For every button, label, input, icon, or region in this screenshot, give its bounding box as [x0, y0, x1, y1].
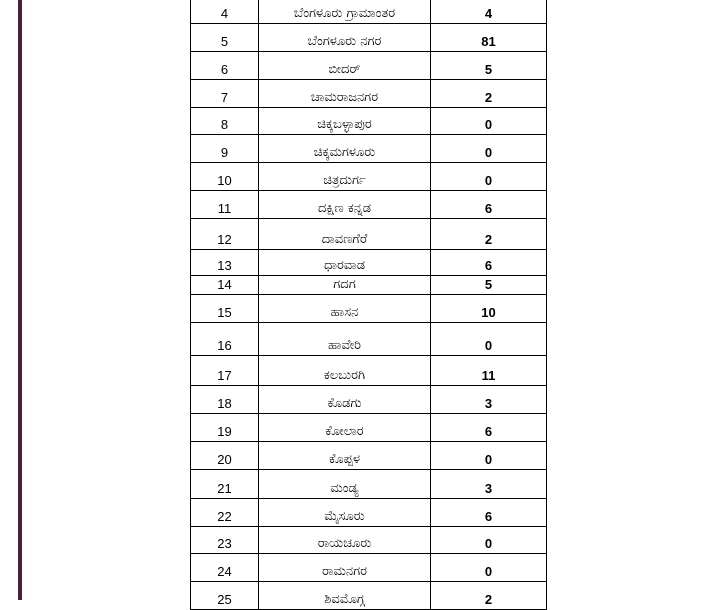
district-count: 3	[431, 386, 547, 414]
district-count: 0	[431, 135, 547, 163]
row-number: 12	[191, 219, 259, 250]
row-number: 22	[191, 499, 259, 527]
table-row	[191, 470, 547, 499]
row-number: 10	[191, 163, 259, 191]
table-row	[191, 24, 547, 52]
row-number: 23	[191, 527, 259, 554]
district-count: 0	[431, 108, 547, 135]
table-row	[191, 250, 547, 276]
row-number: 17	[191, 356, 259, 386]
district-count: 0	[431, 442, 547, 470]
district-name: ರಾಮನಗರ	[259, 554, 431, 582]
table-row	[191, 414, 547, 442]
district-count-table	[190, 0, 547, 610]
district-count: 5	[431, 276, 547, 295]
district-count: 11	[431, 356, 547, 386]
district-name: ಬೆಂಗಳೂರು ಗ್ರಾಮಾಂತರ	[259, 0, 431, 24]
district-name: ಕೊಪ್ಪಳ	[259, 442, 431, 470]
row-number: 6	[191, 52, 259, 80]
row-number: 16	[191, 323, 259, 356]
district-count: 6	[431, 191, 547, 219]
row-number: 18	[191, 386, 259, 414]
table-row	[191, 52, 547, 80]
table-row	[191, 80, 547, 108]
district-count: 0	[431, 323, 547, 356]
row-number: 25	[191, 582, 259, 610]
district-name: ಧಾರವಾಡ	[259, 250, 431, 276]
district-count: 6	[431, 414, 547, 442]
table-row	[191, 295, 547, 323]
table-row	[191, 499, 547, 527]
district-name: ಚಿಕ್ಕಮಗಳೂರು	[259, 135, 431, 163]
row-number: 11	[191, 191, 259, 219]
district-count: 0	[431, 527, 547, 554]
district-name: ಬೀದರ್	[259, 52, 431, 80]
district-count: 10	[431, 295, 547, 323]
district-count: 2	[431, 582, 547, 610]
row-number: 14	[191, 276, 259, 295]
table-row	[191, 219, 547, 250]
district-name: ರಾಯಚೂರು	[259, 527, 431, 554]
table-row	[191, 108, 547, 135]
row-number: 7	[191, 80, 259, 108]
row-number: 13	[191, 250, 259, 276]
row-number: 20	[191, 442, 259, 470]
row-number: 21	[191, 470, 259, 499]
table-row	[191, 0, 547, 24]
table-row	[191, 527, 547, 554]
row-number: 9	[191, 135, 259, 163]
table-row	[191, 163, 547, 191]
district-count: 81	[431, 24, 547, 52]
row-number: 15	[191, 295, 259, 323]
table-row	[191, 442, 547, 470]
district-name: ಹಾಸನ	[259, 295, 431, 323]
district-name: ಕೋಲಾರ	[259, 414, 431, 442]
district-name: ಮಂಡ್ಯ	[259, 470, 431, 499]
district-name: ಚಿಕ್ಕಬಳ್ಳಾಪುರ	[259, 108, 431, 135]
district-name: ಚಾಮರಾಜನಗರ	[259, 80, 431, 108]
row-number: 5	[191, 24, 259, 52]
row-number: 24	[191, 554, 259, 582]
table-row	[191, 356, 547, 386]
district-count: 0	[431, 554, 547, 582]
district-name: ಹಾವೇರಿ	[259, 323, 431, 356]
row-number: 8	[191, 108, 259, 135]
district-name: ಕಲಬುರಗಿ	[259, 356, 431, 386]
district-count: 6	[431, 250, 547, 276]
table-row	[191, 554, 547, 582]
district-name: ಮೈಸೂರು	[259, 499, 431, 527]
row-number: 19	[191, 414, 259, 442]
district-count: 6	[431, 499, 547, 527]
row-number: 4	[191, 0, 259, 24]
table-row	[191, 323, 547, 356]
district-count: 2	[431, 80, 547, 108]
table-row	[191, 386, 547, 414]
district-name: ದಕ್ಷಿಣ ಕನ್ನಡ	[259, 191, 431, 219]
district-name: ಬೆಂಗಳೂರು ನಗರ	[259, 24, 431, 52]
district-name: ಗದಗ	[259, 276, 431, 295]
district-count: 2	[431, 219, 547, 250]
left-margin-bar	[18, 0, 22, 600]
table-row	[191, 276, 547, 295]
district-name: ಕೊಡಗು	[259, 386, 431, 414]
district-count: 0	[431, 163, 547, 191]
district-count: 4	[431, 0, 547, 24]
district-name: ಶಿವಮೊಗ್ಗ	[259, 582, 431, 610]
table-row	[191, 135, 547, 163]
district-name: ದಾವಣಗೆರೆ	[259, 219, 431, 250]
table-row	[191, 191, 547, 219]
district-count: 3	[431, 470, 547, 499]
district-count: 5	[431, 52, 547, 80]
district-name: ಚಿತ್ರದುರ್ಗ	[259, 163, 431, 191]
table-row	[191, 582, 547, 610]
